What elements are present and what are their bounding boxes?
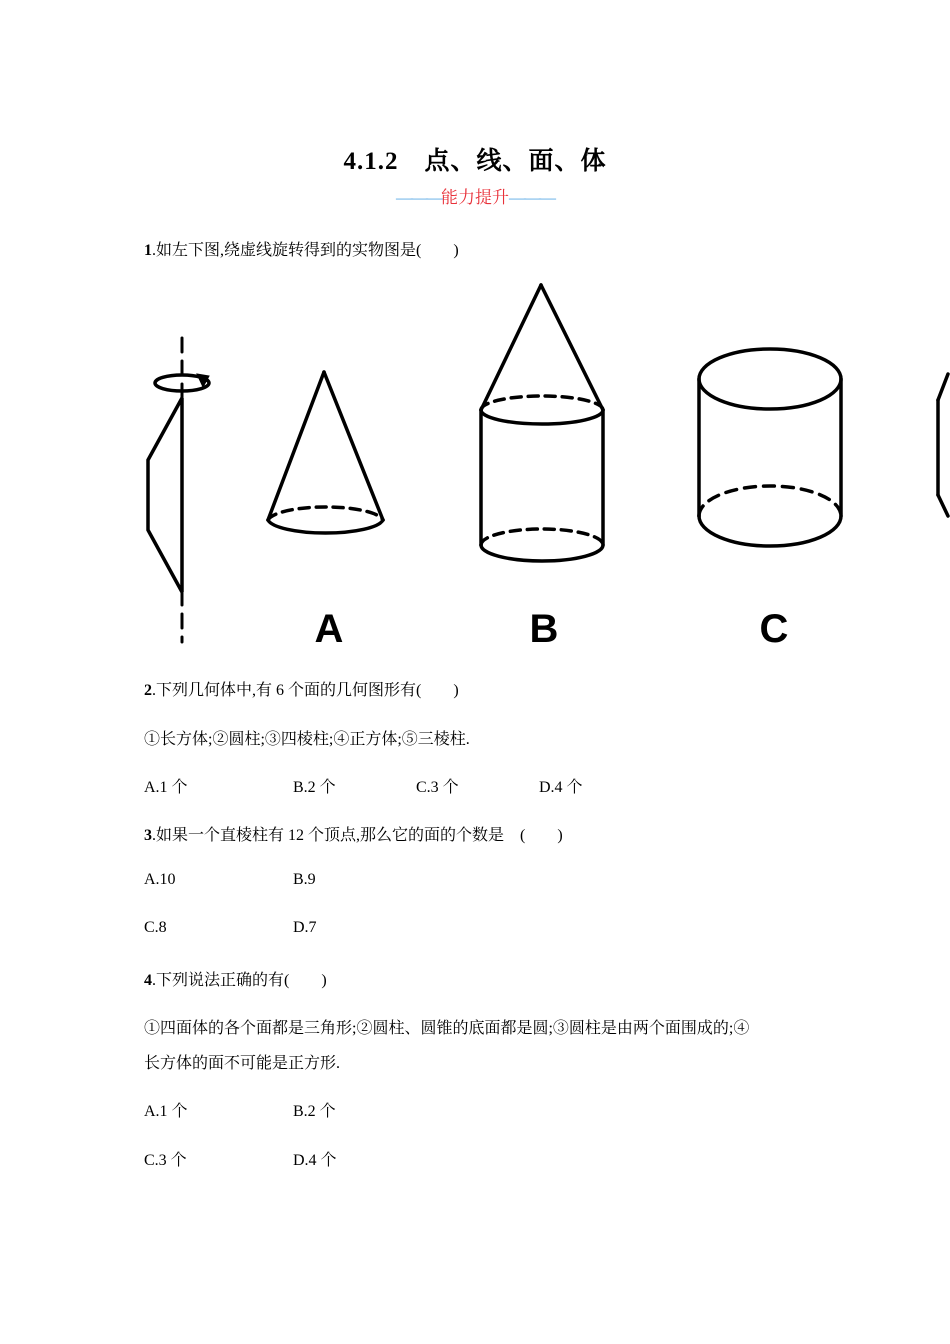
figure-label-a: A <box>314 607 344 651</box>
q3-option-b: B.9 <box>293 871 316 888</box>
q3-option-a: A.10 <box>144 871 176 888</box>
subtitle-rule-right: ——— <box>509 188 554 207</box>
option-d-partial <box>938 374 948 516</box>
question-3-number: 3 <box>144 827 152 844</box>
section-subtitle <box>0 183 950 208</box>
option-b-cone-on-cylinder <box>481 285 603 561</box>
figure-label-b: B <box>529 607 559 651</box>
option-a-cone <box>268 372 383 533</box>
q2-option-a: A.1 个 <box>144 779 188 796</box>
question-4-number: 4 <box>144 972 152 989</box>
question-1-number: 1 <box>144 242 152 259</box>
question-4-detail-line-2: 长方体的面不可能是正方形. <box>144 1055 341 1072</box>
rotation-figure <box>0 270 950 655</box>
q2-option-c: C.3 个 <box>416 779 459 796</box>
q4-option-b: B.2 个 <box>293 1103 336 1120</box>
q4-option-d: D.4 个 <box>293 1152 337 1169</box>
q3-option-c: C.8 <box>144 919 167 936</box>
question-2-detail: ①长方体;②圆柱;③四棱柱;④正方体;⑤三棱柱. <box>144 731 470 748</box>
question-2-number: 2 <box>144 682 152 699</box>
subtitle-rule-left: ——— <box>396 188 441 207</box>
subtitle-text: 能力提升 <box>441 188 509 207</box>
question-1 <box>144 237 459 260</box>
q4-option-c: C.3 个 <box>144 1152 187 1169</box>
q3-option-d: D.7 <box>293 919 317 936</box>
question-4-text: .下列说法正确的有( ) <box>152 972 327 989</box>
q4-option-a: A.1 个 <box>144 1103 188 1120</box>
q2-option-b: B.2 个 <box>293 779 336 796</box>
page-title: 4.1.2 点、线、面、体 <box>343 148 607 175</box>
question-2 <box>144 677 459 700</box>
question-3-text: .如果一个直棱柱有 12 个顶点,那么它的面的个数是 ( ) <box>152 827 563 844</box>
question-2-text: .下列几何体中,有 6 个面的几何图形有( ) <box>152 682 459 699</box>
question-1-text: .如左下图,绕虚线旋转得到的实物图是( ) <box>152 242 459 259</box>
question-4 <box>144 967 327 990</box>
q2-option-d: D.4 个 <box>539 779 583 796</box>
option-c-cylinder <box>699 349 841 546</box>
question-4-detail-line-1: ①四面体的各个面都是三角形;②圆柱、圆锥的底面都是圆;③圆柱是由两个面围成的;④ <box>144 1020 750 1037</box>
question-3 <box>144 822 563 845</box>
original-shape-with-axis <box>148 338 209 642</box>
figure-label-c: C <box>759 607 789 651</box>
